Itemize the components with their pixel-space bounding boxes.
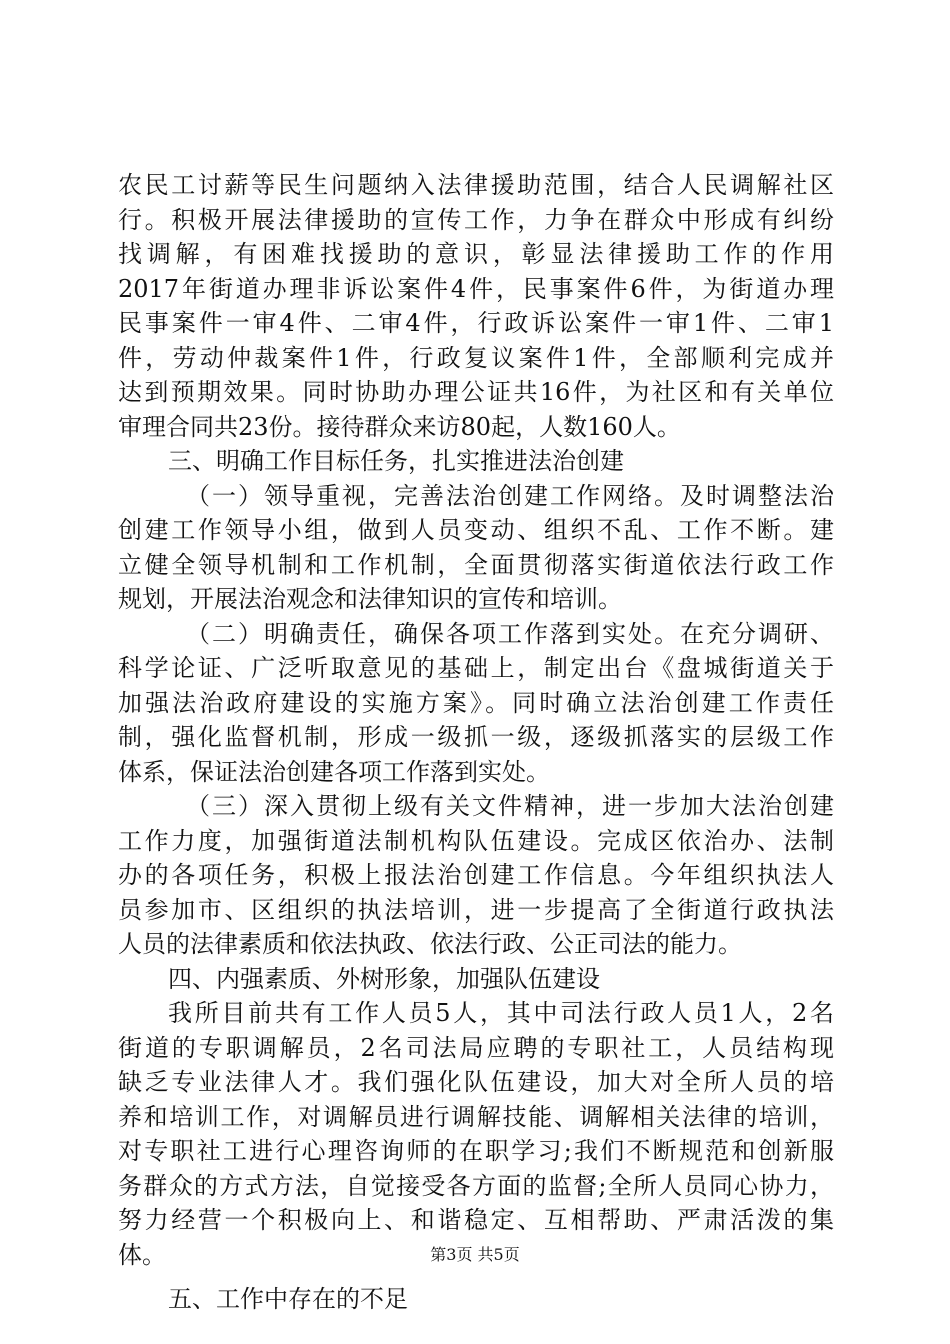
section-heading-4: 四、内强素质、外树形象，加强队伍建设	[168, 964, 600, 993]
text-line: 科学论证、广泛听取意见的基础上，制定出台《盘城街道关于	[118, 654, 834, 682]
text-line: 工作力度，加强街道法制机构队伍建设。完成区依治办、法制	[118, 826, 834, 855]
text-line: 农民工讨薪等民生问题纳入法律援助范围，结合人民调解社区	[118, 171, 834, 199]
text-line: 我所目前共有工作人员5人，其中司法行政人员1人，2名	[168, 999, 834, 1027]
text-line: 体。	[118, 1240, 166, 1269]
text-line: 达到预期效果。同时协助办理公证共16件，为社区和有关单位	[118, 378, 834, 406]
text-line: 行。积极开展法律援助的宣传工作，力争在群众中形成有纠纷	[118, 205, 834, 234]
text-line: 民事案件一审4件、二审4件，行政诉讼案件一审1件、二审1	[118, 309, 834, 337]
page-footer: 第3页 共5页	[430, 1245, 520, 1264]
text-line: （一）领导重视，完善法治创建工作网络。及时调整法治	[186, 481, 834, 510]
text-line: 街道的专职调解员，2名司法局应聘的专职社工，人员结构现	[118, 1033, 834, 1062]
text-line: 2017年街道办理非诉讼案件4件，民事案件6件，为街道办理	[118, 274, 834, 303]
text-line: 立健全领导机制和工作机制，全面贯彻落实街道依法行政工作	[118, 550, 834, 579]
text-line: 对专职社工进行心理咨询师的在职学习;我们不断规范和创新服	[118, 1137, 834, 1165]
text-line: 制，强化监督机制，形成一级抓一级，逐级抓落实的层级工作	[118, 723, 834, 751]
text-line: 件，劳动仲裁案件1件，行政复议案件1件，全部顺利完成并	[118, 343, 834, 372]
text-line: （三）深入贯彻上级有关文件精神，进一步加大法治创建	[186, 792, 834, 820]
document-body	[118, 168, 834, 1317]
text-line: 员参加市、区组织的执法培训，进一步提高了全街道行政执法	[118, 895, 834, 924]
text-line: 审理合同共23份。接待群众来访80起，人数160人。	[118, 412, 681, 441]
text-line: 规划，开展法治观念和法律知识的宣传和培训。	[118, 585, 622, 613]
text-line: 养和培训工作，对调解员进行调解技能、调解相关法律的培训，	[118, 1102, 834, 1131]
text-line: 务群众的方式方法，自觉接受各方面的监督;全所人员同心协力，	[118, 1171, 834, 1200]
text-line: 体系，保证法治创建各项工作落到实处。	[118, 757, 550, 786]
text-line: 努力经营一个积极向上、和谐稳定、互相帮助、严肃活泼的集	[118, 1206, 834, 1234]
text-line: 加强法治政府建设的实施方案》。同时确立法治创建工作责任	[118, 688, 834, 717]
text-line: 创建工作领导小组，做到人员变动、组织不乱、工作不断。建	[118, 516, 834, 544]
text-line: 找调解，有困难找援助的意识，彰显法律援助工作的作用	[118, 240, 834, 268]
text-line: 缺乏专业法律人才。我们强化队伍建设，加大对全所人员的培	[118, 1068, 834, 1096]
text-line: 办的各项任务，积极上报法治创建工作信息。今年组织执法人	[118, 861, 834, 889]
text-line: 人员的法律素质和依法执政、依法行政、公正司法的能力。	[118, 930, 742, 958]
text-line: （二）明确责任，确保各项工作落到实处。在充分调研、	[186, 619, 834, 648]
section-heading-3: 三、明确工作目标任务，扎实推进法治创建	[168, 447, 624, 475]
section-heading-5: 五、工作中存在的不足	[168, 1285, 408, 1313]
